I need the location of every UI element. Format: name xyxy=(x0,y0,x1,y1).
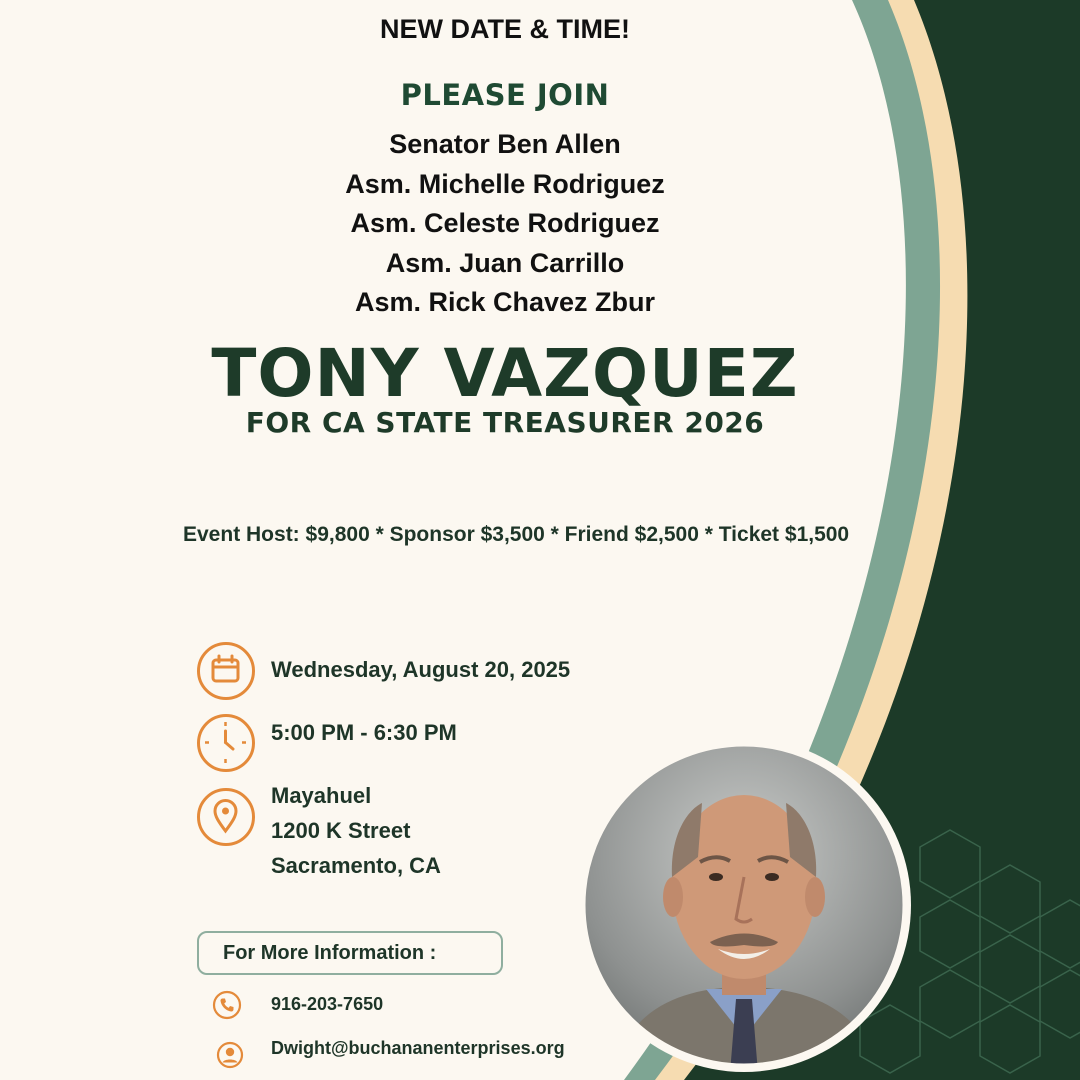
user-icon xyxy=(215,1040,245,1070)
please-join-heading: PLEASE JOIN xyxy=(400,78,610,112)
host-list xyxy=(0,125,1010,323)
calendar-icon xyxy=(197,642,255,700)
event-city: Sacramento, CA xyxy=(271,853,441,878)
event-time: 5:00 PM - 6:30 PM xyxy=(271,720,457,745)
more-info-heading: For More Information : xyxy=(223,942,437,964)
contact-email[interactable]: Dwight@buchananenterprises.org xyxy=(271,1038,565,1058)
host-name: Asm. Rick Chavez Zbur xyxy=(354,287,656,317)
event-venue: Mayahuel xyxy=(271,783,372,808)
candidate-name: TONY VAZQUEZ xyxy=(211,335,799,412)
host-name: Senator Ben Allen xyxy=(389,129,621,159)
location-pin-icon xyxy=(197,788,255,846)
event-date: Wednesday, August 20, 2025 xyxy=(271,657,571,682)
clock-icon xyxy=(197,714,255,772)
host-name: Asm. Juan Carrillo xyxy=(385,247,625,278)
event-street: 1200 K Street xyxy=(271,818,411,843)
host-name: Asm. Michelle Rodriguez xyxy=(345,168,665,199)
candidate-portrait xyxy=(576,737,912,1073)
contribution-tiers: Event Host: $9,800 * Sponsor $3,500 * Friend $2,500 * Ticket $1,500 xyxy=(183,523,850,546)
contact-phone[interactable]: 916-203-7650 xyxy=(271,994,384,1014)
candidate-office: FOR CA STATE TREASURER 2026 xyxy=(245,406,765,439)
more-info-box xyxy=(197,931,503,975)
new-date-notice: NEW DATE & TIME! xyxy=(380,14,630,44)
host-name: Asm. Celeste Rodriguez xyxy=(350,208,660,238)
phone-icon xyxy=(212,990,242,1020)
